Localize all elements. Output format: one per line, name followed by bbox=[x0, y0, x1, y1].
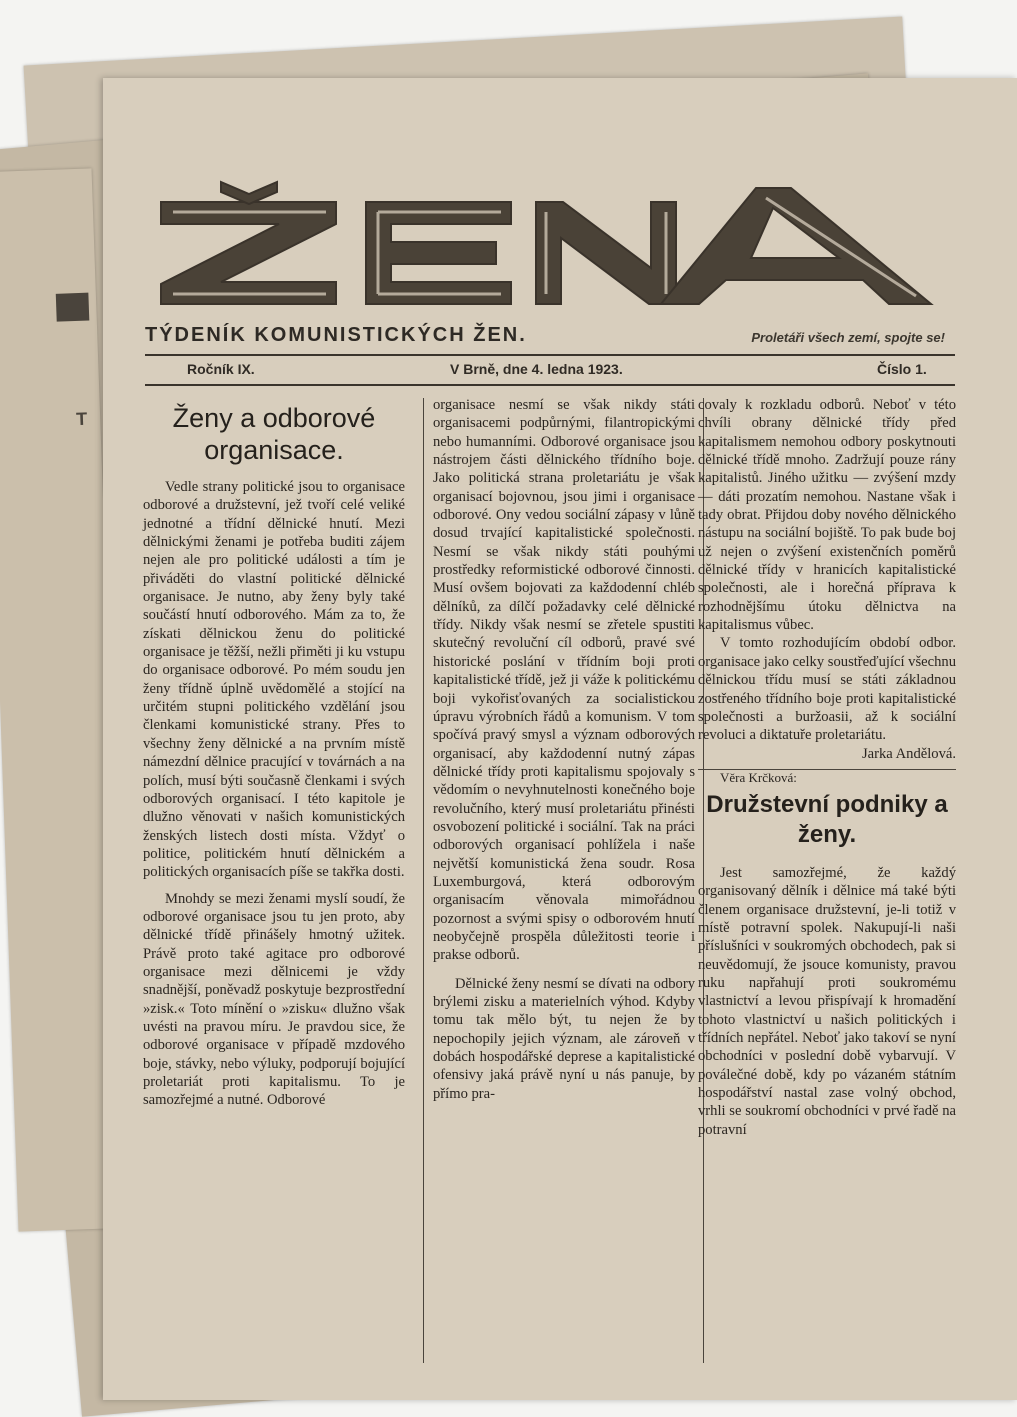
column-separator bbox=[423, 398, 424, 1363]
article-paragraph: organisace nesmí se však nikdy státi organisacemi podpůrnými, filantropickými nebo humanními. Odborové organisace jsou nástrojem části dělnického třídního boje. Jako politická strana proletariátu je však organisací bojovnou, jsou jimi i organisace odborové. Ony vedou sociální zápasy v lůně dosud trvající kapitalistické společnosti. Nesmí se však nikdy státi pouhými prostředky reformistické odborové činnosti. Musí ovšem bojovati za každodenní chléb dělníků, za dílčí požadavky celé dělnické třídy. Nikdy však nesmí se zřetele spustiti skutečný revoluční cíl odborů, pravé své historické poslání v třídním boji proti kapitalistické třídě, jež ji váže k politickému boji vykořisťovaných za socialistickou úpravu výrobních řádů a komunism. V tom spočívá pravý smysl a význam odborových organisací, aby každodenní nutný zápas dělnické třídy proti kapitalismu spojovaly s vědomím o nevyhnutelnosti konečného boje revolučního, který musí proletariátu přinésti osvobození politické i sociální. Tak na práci odborových organisací pohlížela i naše největší komunistická žena soudr. Rosa Luxemburgová, která odborovým organisacím věnovala mimořádnou pozornost a svými spisy o odborovém hnutí neobyčejně prospěla důležitosti teorie i prakse odborů. bbox=[433, 397, 695, 964]
newspaper-page bbox=[103, 78, 1017, 1400]
article-paragraph: Mnohdy se mezi ženami myslí soudí, že odborové organisace jsou tu jen proto, aby dělnické třídě přinášely hmotný užitek. Právě proto také agitace pro odborové organisace mezi dělnicemi je vždy snadnější, poněvadž poskytuje bezprostřední »zisk.« Toto mínění o »zisku« dlužno však uvésti na pravou míru. Je pravdou sice, že odborové organisace v případě mzdového boje, stávky, nebo výluky, podporují bojující proletariát proti kapitalismu. To je samozřejmé a nutné. Odborové bbox=[143, 890, 405, 1109]
underlying-subtitle-fragment: T bbox=[75, 408, 88, 430]
article-author: Věra Krčková: bbox=[720, 769, 797, 785]
article-signature: Jarka Andělová. bbox=[861, 745, 956, 762]
underlying-masthead-fragment: ▄ bbox=[54, 264, 90, 318]
issue-info-line bbox=[145, 361, 955, 379]
article-title: Ženy a odborové organisace. bbox=[172, 403, 376, 465]
article-paragraph: Vedle strany politické jsou to organisace odborové a družstevní, jež tvoří celé veliké jednotné a třídní dělnické hnutí. Mezi dělnickými ženami je potřeba buditi zájem nejen ale pro politické události a tím je přiváděti do vlastní politické dělnické organisace. Je nutno, aby ženy byly také součástí hnutí odborového. Mám za to, že získati dělnickou ženu do politické organisace je těžší, nežli přiměti ji ku vstupu do organisace odborové. Po mém soudu jen ženy třídně úplně uvědomělé a stojící na určitém stupni politického vzdělání jsou členkami komunistické strany. Přes to všechny ženy dělnické a na prvním místě námezdní dělnice pracující v továrnách a na polích, musí býti současně členkami i svých odborových organisací. I této kapitole je dlužno věnovati v našich komunistických ženských listech dosti místa. Vždyť o politice, politickém hnutí dělnickém a politických organisacích píše se takřka dosti. bbox=[143, 479, 405, 881]
masthead-logo bbox=[151, 180, 941, 306]
issue-place-date: V Brně, dne 4. ledna 1923. bbox=[450, 361, 623, 377]
article-paragraph: Jest samozřejmé, že každý organisovaný dělník i dělnice má také býti členem organisace družstevní, je-li totiž v místě potravní spolek. Nakupují-li naši příslušníci v soukromých obchodech, pak si neuvědomují, že jsouce komunisty, pravou ruku napřahují proti soukromému vlastnictví a levou přispívají k hromadění tohoto vlastnictví u našich politických i třídních nepřátel. Neboť jako takoví se nyní obchodníci v poslední době vybarvují. V poválečné době, kdy po vázaném státním hospodářství nastal zase volný obchod, vrhli se soukromí obchodníci v prvé řadě na potravní bbox=[698, 864, 956, 1138]
issue-volume: Ročník IX. bbox=[187, 361, 255, 377]
issue-number: Číslo 1. bbox=[877, 361, 927, 377]
article-title: Družstevní podniky a ženy. bbox=[706, 790, 948, 848]
divider bbox=[145, 354, 955, 356]
article-paragraph: covaly k rozkladu odborů. Neboť v této chvíli obrany dělnické třídy před kapitalismem nemohou odbory poskytnouti dělnické třídě mnoho. Zadržují pouze rány kapitalistů. Jiného užitku — zvýšení mzdy — dáti prozatím nemohou. Nastane však i tady obrat. Přijdou doby nového dělnického nástupu na sociální bojiště. To pak bude boj už nejen o zvýšení existenčních poměrů dělnické třídy v hranicích kapitalistické společnosti, ale i horečná příprava k rozhodnějšímu útoku dělnictva na kapitalismus vůbec. bbox=[698, 397, 956, 634]
masthead-title bbox=[151, 180, 941, 306]
divider bbox=[145, 384, 955, 386]
column-1 bbox=[143, 396, 405, 1110]
masthead-motto: Proletáři všech zemí, spojte se! bbox=[751, 330, 945, 345]
article-paragraph: Dělnické ženy nesmí se dívati na odbory brýlemi zisku a materielních výhod. Kdyby tomu tak mělo být, tu nejen že by nepochopily jejich význam, ale zároveň v dobách hospodářské deprese a kapitalistické ofensivy jaká právě nyní u nás panuje, by přímo pra- bbox=[433, 975, 695, 1102]
masthead-subtitle: TÝDENÍK KOMUNISTICKÝCH ŽEN. bbox=[145, 324, 527, 346]
article-paragraph: V tomto rozhodujícím období odbor. organisace jako celky soustřeďující všechnu dělnickou třídu musí se státi základnou zostřeného třídního boje proti kapitalistické společnosti a buržoasii, až k sociální revoluci a diktatuře proletariátu. bbox=[698, 635, 956, 744]
column-3 bbox=[698, 396, 956, 1139]
column-2 bbox=[433, 396, 695, 1103]
